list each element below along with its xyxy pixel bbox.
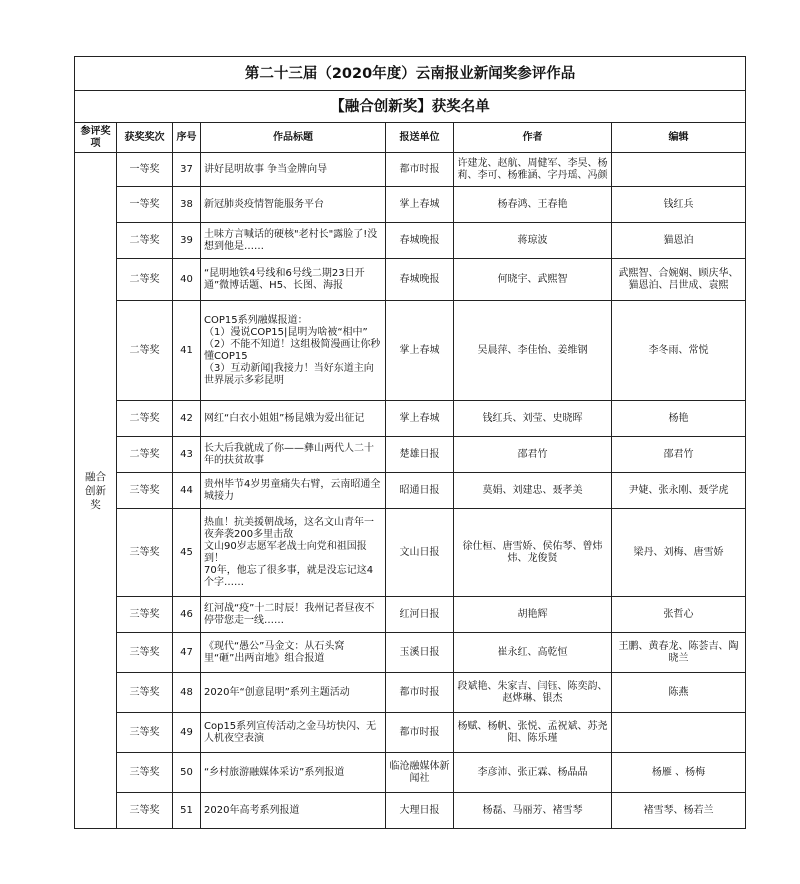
unit-cell: 掌上春城: [386, 187, 454, 223]
table-row: [75, 401, 746, 437]
author-cell: 段斌艳、朱家吉、闫钰、陈奕韵、赵烨琳、银杰: [454, 673, 612, 713]
editor-cell: 猫恩泊: [612, 223, 746, 259]
number-cell: 45: [173, 509, 201, 597]
award-cell: 二等奖: [117, 223, 173, 259]
award-cell: 三等奖: [117, 713, 173, 753]
unit-cell: 春城晚报: [386, 259, 454, 301]
work-title-cell: “乡村旅游融媒体采访”系列报道: [201, 753, 386, 793]
author-cell: 邵君竹: [454, 437, 612, 473]
table-row: [75, 509, 746, 597]
number-cell: 38: [173, 187, 201, 223]
author-cell: 胡艳辉: [454, 597, 612, 633]
award-cell: 二等奖: [117, 301, 173, 401]
header-no: 序号: [173, 123, 201, 153]
work-title-cell: 长大后我就成了你——彝山两代人二十年的扶贫故事: [201, 437, 386, 473]
unit-cell: 红河日报: [386, 597, 454, 633]
table-row: [75, 753, 746, 793]
award-cell: 三等奖: [117, 473, 173, 509]
award-cell: 三等奖: [117, 753, 173, 793]
editor-cell: 王鹏、黄春龙、陈荟吉、陶晓兰: [612, 633, 746, 673]
editor-cell: 邵君竹: [612, 437, 746, 473]
editor-cell: 张哲心: [612, 597, 746, 633]
header-category: 参评奖项: [75, 123, 117, 153]
header-unit: 报送单位: [386, 123, 454, 153]
award-cell: 三等奖: [117, 633, 173, 673]
header-author: 作者: [454, 123, 612, 153]
unit-cell: 都市时报: [386, 713, 454, 753]
award-cell: 一等奖: [117, 153, 173, 187]
work-title-cell: 2020年“创意昆明”系列主题活动: [201, 673, 386, 713]
unit-cell: 掌上春城: [386, 301, 454, 401]
number-cell: 47: [173, 633, 201, 673]
work-title-cell: 网红“白衣小姐姐”杨昆娥为爱出征记: [201, 401, 386, 437]
author-cell: 钱红兵、刘莹、史晓晖: [454, 401, 612, 437]
editor-cell: 李冬雨、常悦: [612, 301, 746, 401]
author-cell: 徐仕桓、唐雪娇、侯佑琴、曾炜炜、龙俊贤: [454, 509, 612, 597]
table-row: [75, 793, 746, 829]
editor-cell: 梁丹、刘梅、唐雪娇: [612, 509, 746, 597]
table-row: [75, 633, 746, 673]
work-title-cell: Cop15系列宣传活动之金马坊快闪、无人机夜空表演: [201, 713, 386, 753]
number-cell: 40: [173, 259, 201, 301]
author-cell: 许建龙、赵航、周健军、李昊、杨莉、李可、杨雅涵、字丹瑶、冯颜: [454, 153, 612, 187]
author-cell: 蒋琼波: [454, 223, 612, 259]
author-cell: 莫娟、刘建忠、聂孝美: [454, 473, 612, 509]
work-title-cell: COP15系列融媒报道： （1）漫说COP15|昆明为啥被“相中” （2）不能不知道！这组极简漫画让你秒懂COP15 （3）互动新闻|我接力！当好东道主向世界展示多彩昆明: [201, 301, 386, 401]
author-cell: 杨磊、马丽芳、褚雪琴: [454, 793, 612, 829]
work-title-cell: 2020年高考系列报道: [201, 793, 386, 829]
editor-cell: 杨雁 、杨梅: [612, 753, 746, 793]
table-body: [75, 153, 746, 829]
editor-cell: 钱红兵: [612, 187, 746, 223]
document-subtitle: 【融合创新奖】获奖名单: [75, 91, 746, 123]
award-cell: 三等奖: [117, 673, 173, 713]
table-row: [75, 437, 746, 473]
number-cell: 48: [173, 673, 201, 713]
work-title-cell: 贵州毕节4岁男童痛失右臂，云南昭通全城接力: [201, 473, 386, 509]
unit-cell: 大理日报: [386, 793, 454, 829]
unit-cell: 掌上春城: [386, 401, 454, 437]
award-cell: 三等奖: [117, 793, 173, 829]
number-cell: 39: [173, 223, 201, 259]
author-cell: 崔永红、高乾恒: [454, 633, 612, 673]
award-cell: 二等奖: [117, 259, 173, 301]
editor-cell: 尹婕、张永刚、聂学虎: [612, 473, 746, 509]
work-title-cell: 讲好昆明故事 争当金牌向导: [201, 153, 386, 187]
header-editor: 编辑: [612, 123, 746, 153]
number-cell: 37: [173, 153, 201, 187]
editor-cell: 杨艳: [612, 401, 746, 437]
editor-cell: [612, 153, 746, 187]
award-document: [74, 56, 745, 829]
table-row: [75, 223, 746, 259]
table-row: [75, 473, 746, 509]
table-header-row: [75, 123, 746, 153]
header-work: 作品标题: [201, 123, 386, 153]
unit-cell: 昭通日报: [386, 473, 454, 509]
work-title-cell: 《现代“愚公”马金文：从石头窝里“砸”出两亩地》组合报道: [201, 633, 386, 673]
work-title-cell: 红河战“疫”十二时辰！我州记者昼夜不停带您走一线……: [201, 597, 386, 633]
author-cell: 吴晨萍、李佳怡、姜维钢: [454, 301, 612, 401]
header-award: 获奖奖次: [117, 123, 173, 153]
author-cell: 杨赋、杨帆、张悦、孟祝斌、苏尧阳、陈乐瑾: [454, 713, 612, 753]
table-row: [75, 713, 746, 753]
editor-cell: 武熙智、合婉娴、顾庆华、猫恩泊、吕世成、袁熙: [612, 259, 746, 301]
work-title-cell: “昆明地铁4号线和6号线二期23日开通”微博话题、H5、长图、海报: [201, 259, 386, 301]
document-title: 第二十三届（2020年度）云南报业新闻奖参评作品: [75, 57, 746, 91]
author-cell: 李彦沛、张正霖、杨晶晶: [454, 753, 612, 793]
table-row: [75, 259, 746, 301]
unit-cell: 楚雄日报: [386, 437, 454, 473]
award-cell: 三等奖: [117, 509, 173, 597]
table-row: [75, 153, 746, 187]
work-title-cell: 土味方言喊话的硬核"老村长"露脸了!没想到他是……: [201, 223, 386, 259]
author-cell: 杨春鸿、王春艳: [454, 187, 612, 223]
award-cell: 一等奖: [117, 187, 173, 223]
number-cell: 43: [173, 437, 201, 473]
table-row: [75, 187, 746, 223]
table-row: [75, 597, 746, 633]
editor-cell: 褚雪琴、杨若兰: [612, 793, 746, 829]
number-cell: 44: [173, 473, 201, 509]
table-row: [75, 301, 746, 401]
award-cell: 二等奖: [117, 401, 173, 437]
unit-cell: 玉溪日报: [386, 633, 454, 673]
work-title-cell: 热血！抗美援朝战场，这名文山青年一夜奔袭200多里击敌 文山90岁志愿军老战士向党和祖国报到！ 70年，他忘了很多事，就是没忘记这4个字……: [201, 509, 386, 597]
category-cell: 融合创新奖: [75, 153, 117, 829]
number-cell: 50: [173, 753, 201, 793]
award-cell: 二等奖: [117, 437, 173, 473]
unit-cell: 都市时报: [386, 153, 454, 187]
unit-cell: 春城晚报: [386, 223, 454, 259]
unit-cell: 都市时报: [386, 673, 454, 713]
unit-cell: 临沧融媒体新闻社: [386, 753, 454, 793]
award-cell: 三等奖: [117, 597, 173, 633]
number-cell: 42: [173, 401, 201, 437]
number-cell: 41: [173, 301, 201, 401]
number-cell: 51: [173, 793, 201, 829]
table-row: [75, 673, 746, 713]
editor-cell: [612, 713, 746, 753]
unit-cell: 文山日报: [386, 509, 454, 597]
work-title-cell: 新冠肺炎疫情智能服务平台: [201, 187, 386, 223]
number-cell: 49: [173, 713, 201, 753]
editor-cell: 陈燕: [612, 673, 746, 713]
award-table: [74, 56, 746, 829]
author-cell: 何晓宇、武熙智: [454, 259, 612, 301]
number-cell: 46: [173, 597, 201, 633]
